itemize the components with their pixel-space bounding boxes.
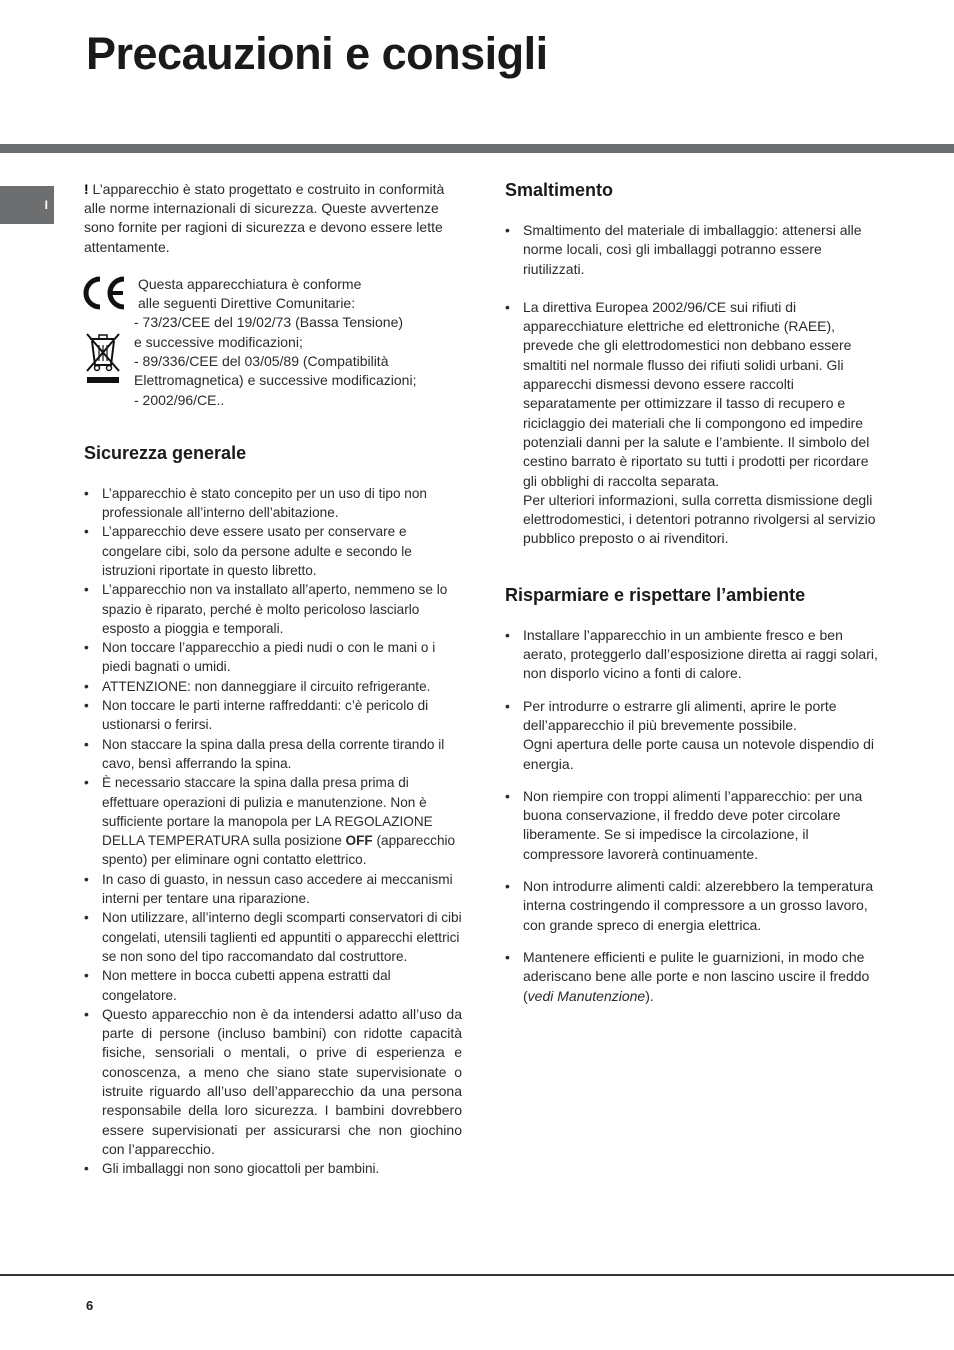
safety-heading: Sicurezza generale [84,442,247,463]
unplug-text: È necessario staccare la spina dalla presa prima di effettuare operazioni di pulizia e manutenzione. Non è sufficiente portare la manopola per LA REGOLAZIONE DELLA TEMPERATURA sulla posizione [102,775,433,849]
page-title: Precauzioni e consigli [86,28,548,79]
unplug-text-end: (apparecchio spento) per eliminare ogni contatto elettrico. [102,833,456,868]
ce-mark-icon [80,275,130,311]
list-item: • Non toccare l’apparecchio a piedi nudi o con le mani o i piedi bagnati o umidi. [84,638,462,677]
list-item: • Non riempire con troppi alimenti l’apparecchio: per una buona conservazione, il freddo deve poter circolare liberamente. Se si impedisce la circolazione, il compressore lavorerà continuamente. [505,787,885,864]
intro-paragraph [84,180,462,257]
warning-mark: ! [84,181,89,197]
list-item: • Non mettere in bocca cubetti appena estratti dal congelatore. [84,966,462,1005]
door-tip-note: Ogni apertura delle porte causa un notevole dispendio di energia. [523,736,875,772]
top-divider [0,144,954,153]
list-item: • Smaltimento del materiale di imballaggio: attenersi alle norme locali, così gli imballaggi potranno essere riutilizzati. [505,221,885,279]
intro-text: L’apparecchio è stato progettato e costruito in conformità alle norme internazionali di sicurezza. Queste avvertenze sono fornite per ragioni di sicurezza e devono essere lette attentamente. [84,181,445,255]
gasket-text-end: ). [645,987,654,1004]
list-item: • Installare l’apparecchio in un ambiente fresco e ben aerato, proteggerlo dall’esposizione diretta ai raggi solari, non disporlo vicino a fonti di calore. [505,626,885,684]
disposal-list [505,221,885,549]
directive-line: - 2002/96/CE.. [134,391,225,408]
page-number: 6 [86,1298,94,1313]
list-item [505,948,885,1006]
directive-line: - 89/336/CEE del 03/05/89 (Compatibilità [134,353,389,369]
list-item: • ATTENZIONE: non danneggiare il circuito refrigerante. [84,677,462,696]
language-tab: I [0,186,54,224]
list-item: • L’apparecchio è stato concepito per un uso di tipo non professionale all’interno dell’abitazione. [84,484,462,523]
maintenance-reference: vedi Manutenzione [527,987,646,1004]
safety-list [84,484,462,1179]
list-item: • Non staccare la spina dalla presa della corrente tirando il cavo, bensì afferrando la spina. [84,735,462,774]
list-item [505,298,885,549]
left-column [84,180,462,1179]
directive-line: e successive modificazioni; [134,333,303,350]
directive-line: - 73/23/CEE del 19/02/73 (Bassa Tensione) [134,314,404,331]
door-tip: • Per introdurre o estrarre gli alimenti, aprire le porte dell’apparecchio il più brevemente possibile. [523,697,837,733]
environment-list [505,626,885,1006]
directives-block [84,275,462,408]
directives-text [134,275,464,410]
list-item [84,773,462,869]
list-item: • Non toccare le parti interne raffreddanti: c’è pericolo di ustionarsi o ferirsi. [84,696,462,735]
bottom-divider [0,1274,954,1276]
list-item [505,697,885,774]
disposal-heading: Smaltimento [505,180,614,200]
list-item: • Non utilizzare, all’interno degli scomparti conservatori di cibi congelati, utensili taglienti ed appuntiti o apparecchi elettrici se non sono del tipo raccomandato dal costruttore. [84,908,462,966]
directive-line: Questa apparecchiatura è conforme [138,275,362,292]
weee-paragraph: • La direttiva Europea 2002/96/CE sui rifiuti di apparecchiature elettriche ed elettroniche (RAEE), prevede che gli elettrodomestici non debbano essere smaltiti nel normale flusso dei rifiuti solidi urbani. Gli apparecchi dismessi devono essere raccolti separatamente per ottimizzare il tasso di recupero e riciclaggio dei materiali che li compongono ed impedire potenziali danni per la salute e l’ambiente. Il simbolo del cestino barrato è riportato su tutti i prodotti per ricordare gli obblighi di raccolta separata. [523,298,870,489]
list-item: • Non introdurre alimenti caldi: alzerebbero la temperatura interna costringendo il compressore a un grosso lavoro, con grande spreco di energia elettrica. [505,877,885,935]
gasket-text: Mantenere efficienti e pulite le guarnizioni, in modo che aderiscano bene alle porte e non lascino uscire il freddo ( [523,948,870,1004]
right-column [505,180,885,1006]
list-item: • L’apparecchio deve essere usato per conservare e congelare cibi, solo da persone adulte e secondo le istruzioni riportate in questo libretto. [84,522,462,580]
weee-info-paragraph: Per ulteriori informazioni, sulla corretta dismissione degli elettrodomestici, i detentori potranno rivolgersi al servizio pubblico preposto o ai rivenditori. [523,491,876,547]
off-label: OFF [345,833,373,849]
list-item: • In caso di guasto, in nessun caso accedere ai meccanismi interni per tentare una riparazione. [84,870,462,909]
crossed-bin-icon [84,331,122,387]
list-item: • Questo apparecchio non è da intendersi adatto all’uso da parte di persone (incluso bambini) con ridotte capacità fisiche, sensoriali o mentali, o prive di esperienza e conoscenza, a meno che siano state supervisionate o istruite riguardo all’uso dell’apparecchio da una persona responsabile della loro sicurezza. I bambini dovrebbero essere supervisionati per assicurarsi che non giochino con l’apparecchio. [84,1005,462,1159]
list-item: • L’apparecchio non va installato all’aperto, nemmeno se lo spazio è riparato, perché è molto pericoloso lasciarlo esposto a pioggia e temporali. [84,580,462,638]
directive-line: Elettromagnetica) e successive modificazioni; [134,372,417,389]
directive-line: alle seguenti Direttive Comunitarie: [138,295,356,312]
list-item: • Gli imballaggi non sono giocattoli per bambini. [84,1159,462,1178]
environment-heading: Risparmiare e rispettare l’ambiente [505,584,806,605]
